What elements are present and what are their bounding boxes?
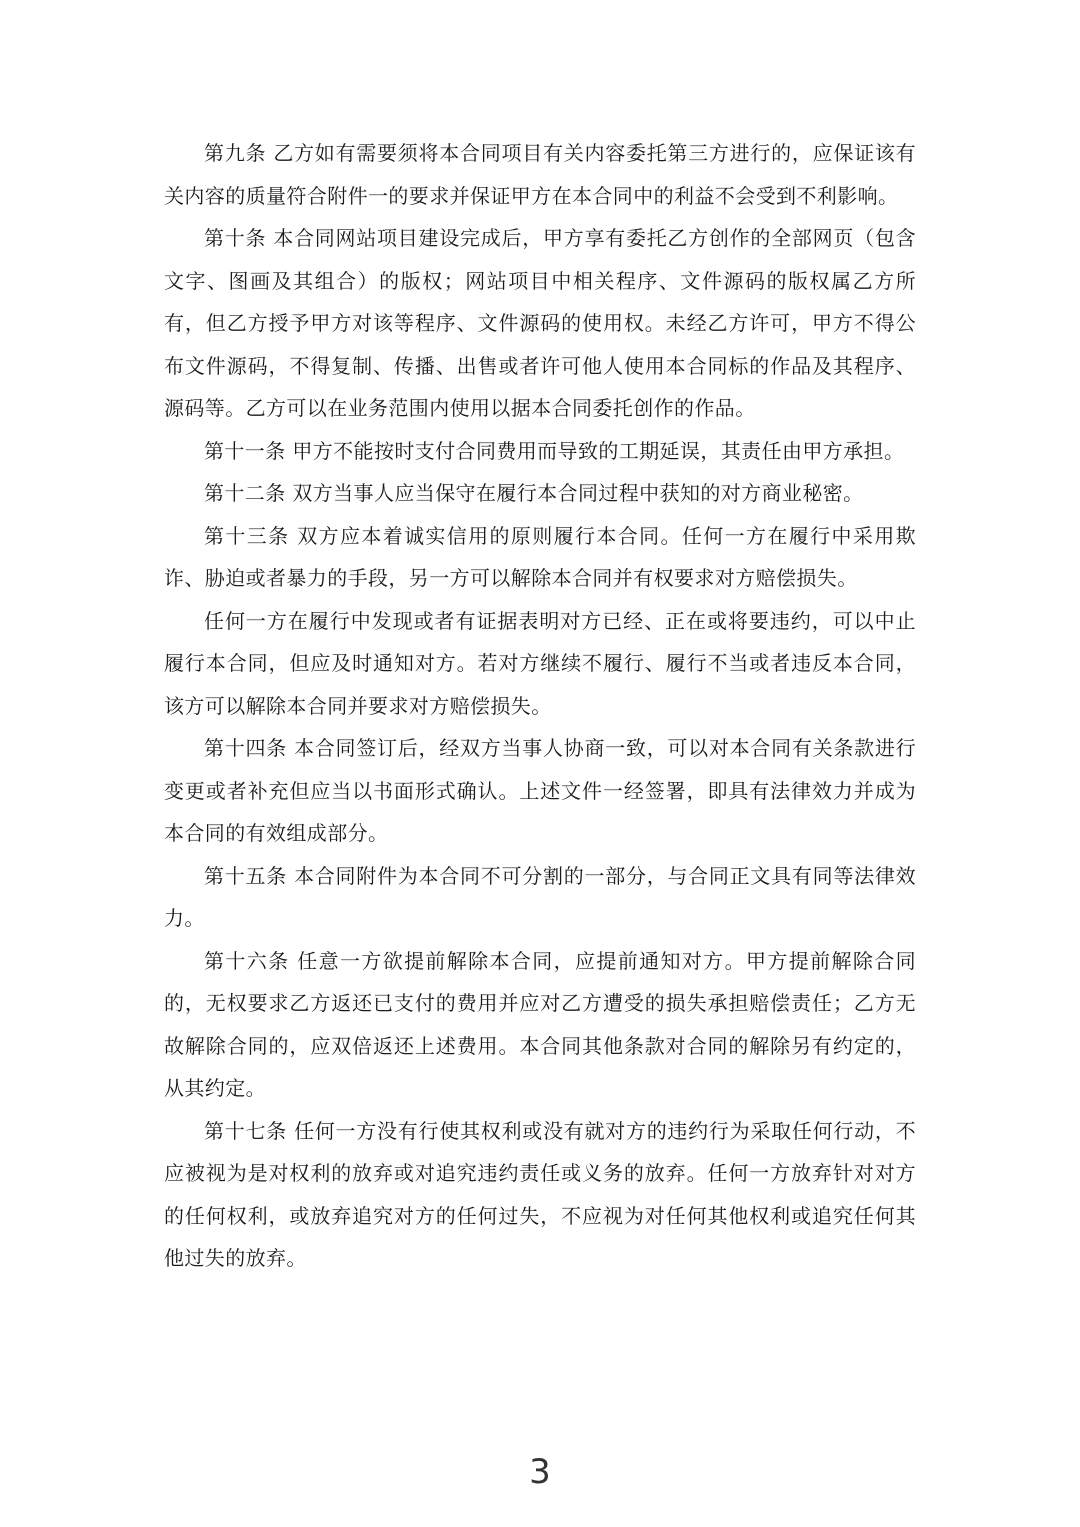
article-16-paragraph: 第十六条 任意一方欲提前解除本合同，应提前通知对方。甲方提前解除合同的，无权要求乙方返还已支付的费用并应对乙方遭受的损失承担赔偿责任；乙方无故解除合同的，应双倍返还上述费用。本合同其他条款对合同的解除另有约定的，从其约定。: [164, 948, 916, 1100]
article-12-paragraph: 第十二条 双方当事人应当保守在履行本合同过程中获知的对方商业秘密。: [204, 481, 864, 505]
article-17-paragraph: 第十七条 任何一方没有行使其权利或没有就对方的违约行为采取任何行动，不应被视为是对权利的放弃或对追究违约责任或义务的放弃。任何一方放弃针对对方的任何权利，或放弃追究对方的任何过失，不应视为对任何其他权利或追究任何其他过失的放弃。: [164, 1118, 916, 1270]
article-10-paragraph: 第十条 本合同网站项目建设完成后，甲方享有委托乙方创作的全部网页（包含文字、图画及其组合）的版权；网站项目中相关程序、文件源码的版权属乙方所有，但乙方授予甲方对该等程序、文件源码的使用权。未经乙方许可，甲方不得公布文件源码，不得复制、传播、出售或者许可他人使用本合同标的作品及其程序、源码等。乙方可以在业务范围内使用以据本合同委托创作的作品。: [164, 226, 916, 420]
article-15-paragraph: 第十五条 本合同附件为本合同不可分割的一部分，与合同正文具有同等法律效力。: [164, 863, 916, 930]
article-13-continuation-paragraph: 任何一方在履行中发现或者有证据表明对方已经、正在或将要违约，可以中止履行本合同，但应及时通知对方。若对方继续不履行、履行不当或者违反本合同，该方可以解除本合同并要求对方赔偿损失。: [164, 608, 916, 718]
article-14-paragraph: 第十四条 本合同签订后，经双方当事人协商一致，可以对本合同有关条款进行变更或者补充但应当以书面形式确认。上述文件一经签署，即具有法律效力并成为本合同的有效组成部分。: [164, 736, 916, 845]
page-number: 3: [529, 1452, 551, 1492]
article-13-paragraph: 第十三条 双方应本着诚实信用的原则履行本合同。任何一方在履行中采用欺诈、胁迫或者暴力的手段，另一方可以解除本合同并有权要求对方赔偿损失。: [164, 523, 916, 590]
document-body: [164, 132, 916, 1280]
article-9-paragraph: 第九条 乙方如有需要须将本合同项目有关内容委托第三方进行的，应保证该有关内容的质量符合附件一的要求并保证甲方在本合同中的利益不会受到不利影响。: [164, 141, 916, 208]
article-11-paragraph: 第十一条 甲方不能按时支付合同费用而导致的工期延误，其责任由甲方承担。: [204, 438, 905, 463]
